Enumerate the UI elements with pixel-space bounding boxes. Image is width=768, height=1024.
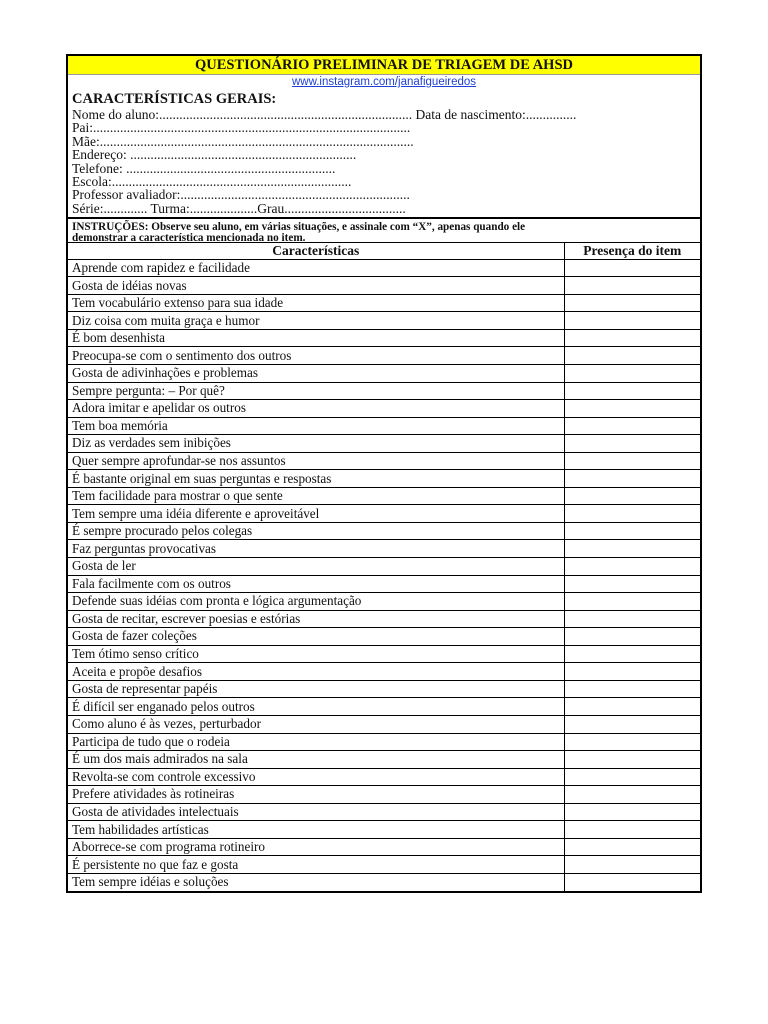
characteristic-label: Diz coisa com muita graça e humor xyxy=(68,312,564,330)
questionnaire-sheet xyxy=(66,54,702,893)
characteristic-label: Participa de tudo que o rodeia xyxy=(68,733,564,751)
table-row xyxy=(68,400,700,418)
characteristic-label: Gosta de ler xyxy=(68,558,564,576)
presence-checkbox-cell[interactable] xyxy=(564,347,700,365)
field-address[interactable]: Endereço: ................................................................... xyxy=(72,148,357,162)
characteristic-label: Quer sempre aprofundar-se nos assuntos xyxy=(68,452,564,470)
table-row xyxy=(68,540,700,558)
presence-checkbox-cell[interactable] xyxy=(564,558,700,576)
characteristic-label: Fala facilmente com os outros xyxy=(68,575,564,593)
table-row xyxy=(68,417,700,435)
table-row xyxy=(68,821,700,839)
table-row xyxy=(68,259,700,277)
table-row xyxy=(68,768,700,786)
characteristic-label: É sempre procurado pelos colegas xyxy=(68,522,564,540)
field-phone[interactable]: Telefone: .............................................................. xyxy=(72,161,336,175)
presence-checkbox-cell[interactable] xyxy=(564,698,700,716)
characteristic-label: Tem sempre uma idéia diferente e aproveitável xyxy=(68,505,564,523)
characteristic-label: Gosta de idéias novas xyxy=(68,277,564,295)
characteristic-label: Adora imitar e apelidar os outros xyxy=(68,400,564,418)
table-row xyxy=(68,452,700,470)
characteristic-label: Preocupa-se com o sentimento dos outros xyxy=(68,347,564,365)
presence-checkbox-cell[interactable] xyxy=(564,628,700,646)
characteristic-label: É difícil ser enganado pelos outros xyxy=(68,698,564,716)
characteristic-label: Como aluno é às vezes, perturbador xyxy=(68,715,564,733)
characteristic-label: Aborrece-se com programa rotineiro xyxy=(68,838,564,856)
field-teacher[interactable]: Professor avaliador:.................................................................... xyxy=(72,188,410,202)
document-title: QUESTIONÁRIO PRELIMINAR DE TRIAGEM DE AHSD xyxy=(68,56,700,75)
table-row xyxy=(68,487,700,505)
column-header-characteristics: Características xyxy=(68,242,564,259)
characteristic-label: É bastante original em suas perguntas e respostas xyxy=(68,470,564,488)
instructions-line-2: demonstrar a característica mencionada no item. xyxy=(72,232,306,245)
characteristic-label: Tem habilidades artísticas xyxy=(68,821,564,839)
presence-checkbox-cell[interactable] xyxy=(564,540,700,558)
presence-checkbox-cell[interactable] xyxy=(564,680,700,698)
table-row xyxy=(68,329,700,347)
table-row xyxy=(68,838,700,856)
presence-checkbox-cell[interactable] xyxy=(564,838,700,856)
characteristic-label: Faz perguntas provocativas xyxy=(68,540,564,558)
presence-checkbox-cell[interactable] xyxy=(564,575,700,593)
presence-checkbox-cell[interactable] xyxy=(564,329,700,347)
characteristic-label: Gosta de fazer coleções xyxy=(68,628,564,646)
table-row xyxy=(68,365,700,383)
table-row xyxy=(68,663,700,681)
characteristic-label: Revolta-se com controle excessivo xyxy=(68,768,564,786)
table-row xyxy=(68,698,700,716)
table-row xyxy=(68,680,700,698)
presence-checkbox-cell[interactable] xyxy=(564,487,700,505)
table-row xyxy=(68,382,700,400)
presence-checkbox-cell[interactable] xyxy=(564,365,700,383)
characteristic-label: Gosta de representar papéis xyxy=(68,680,564,698)
table-header-row xyxy=(68,242,700,259)
table-row xyxy=(68,312,700,330)
characteristic-label: Aprende com rapidez e facilidade xyxy=(68,259,564,277)
characteristic-label: Defende suas idéias com pronta e lógica argumentação xyxy=(68,593,564,611)
table-row xyxy=(68,803,700,821)
characteristic-label: Tem vocabulário extenso para sua idade xyxy=(68,294,564,312)
presence-checkbox-cell[interactable] xyxy=(564,645,700,663)
characteristic-label: Tem sempre idéias e soluções xyxy=(68,873,564,891)
table-row xyxy=(68,347,700,365)
presence-checkbox-cell[interactable] xyxy=(564,522,700,540)
table-row xyxy=(68,786,700,804)
presence-checkbox-cell[interactable] xyxy=(564,277,700,295)
table-row xyxy=(68,558,700,576)
section-title: CARACTERÍSTICAS GERAIS: xyxy=(72,91,277,107)
table-row xyxy=(68,733,700,751)
table-row xyxy=(68,873,700,891)
field-student-name[interactable]: Nome do aluno:........................................................................... Data de nascimento:............... xyxy=(72,108,577,122)
presence-checkbox-cell[interactable] xyxy=(564,856,700,874)
presence-checkbox-cell[interactable] xyxy=(564,312,700,330)
table-row xyxy=(68,715,700,733)
characteristic-label: Gosta de adivinhações e problemas xyxy=(68,365,564,383)
characteristic-label: É bom desenhista xyxy=(68,329,564,347)
presence-checkbox-cell[interactable] xyxy=(564,751,700,769)
table-row xyxy=(68,856,700,874)
presence-checkbox-cell[interactable] xyxy=(564,610,700,628)
table-row xyxy=(68,522,700,540)
presence-checkbox-cell[interactable] xyxy=(564,786,700,804)
presence-checkbox-cell[interactable] xyxy=(564,259,700,277)
table-row xyxy=(68,435,700,453)
characteristic-label: Sempre pergunta: – Por quê? xyxy=(68,382,564,400)
field-school[interactable]: Escola:....................................................................... xyxy=(72,174,352,189)
table-row xyxy=(68,277,700,295)
presence-checkbox-cell[interactable] xyxy=(564,821,700,839)
instructions-line-1: INSTRUÇÕES: Observe seu aluno, em várias situações, e assinale com “X”, apenas quando ele xyxy=(72,220,526,233)
table-row xyxy=(68,575,700,593)
presence-checkbox-cell[interactable] xyxy=(564,593,700,611)
characteristic-label: Prefere atividades às rotineiras xyxy=(68,786,564,804)
characteristic-label: Tem ótimo senso crítico xyxy=(68,645,564,663)
characteristic-label: Tem boa memória xyxy=(68,417,564,435)
table-row xyxy=(68,593,700,611)
instructions xyxy=(68,217,700,245)
characteristic-label: É persistente no que faz e gosta xyxy=(68,856,564,874)
presence-checkbox-cell[interactable] xyxy=(564,733,700,751)
characteristic-label: Gosta de recitar, escrever poesias e estórias xyxy=(68,610,564,628)
column-header-presence: Presença do item xyxy=(564,242,700,259)
table-row xyxy=(68,610,700,628)
table-row xyxy=(68,645,700,663)
presence-checkbox-cell[interactable] xyxy=(564,505,700,523)
table-row xyxy=(68,505,700,523)
characteristic-label: Aceita e propõe desafios xyxy=(68,663,564,681)
presence-checkbox-cell[interactable] xyxy=(564,452,700,470)
table-row xyxy=(68,628,700,646)
presence-checkbox-cell[interactable] xyxy=(564,663,700,681)
field-grade[interactable]: Série:............. Turma:....................Grau.................................... xyxy=(72,201,406,216)
presence-checkbox-cell[interactable] xyxy=(564,417,700,435)
characteristic-label: Diz as verdades sem inibições xyxy=(68,435,564,453)
table-row xyxy=(68,294,700,312)
presence-checkbox-cell[interactable] xyxy=(564,294,700,312)
characteristic-label: É um dos mais admirados na sala xyxy=(68,751,564,769)
instagram-link[interactable]: www.instagram.com/janafigueiredos xyxy=(291,76,477,88)
presence-checkbox-cell[interactable] xyxy=(564,435,700,453)
characteristic-label: Tem facilidade para mostrar o que sente xyxy=(68,487,564,505)
characteristic-label: Gosta de atividades intelectuais xyxy=(68,803,564,821)
presence-checkbox-cell[interactable] xyxy=(564,873,700,891)
field-father[interactable]: Pai:.............................................................................................. xyxy=(72,121,411,135)
presence-checkbox-cell[interactable] xyxy=(564,715,700,733)
field-mother[interactable]: Mãe:............................................................................................. xyxy=(72,134,414,149)
presence-checkbox-cell[interactable] xyxy=(564,803,700,821)
table-row xyxy=(68,751,700,769)
presence-checkbox-cell[interactable] xyxy=(564,470,700,488)
table-row xyxy=(68,470,700,488)
presence-checkbox-cell[interactable] xyxy=(564,400,700,418)
characteristics-table xyxy=(68,242,700,891)
presence-checkbox-cell[interactable] xyxy=(564,382,700,400)
presence-checkbox-cell[interactable] xyxy=(564,768,700,786)
